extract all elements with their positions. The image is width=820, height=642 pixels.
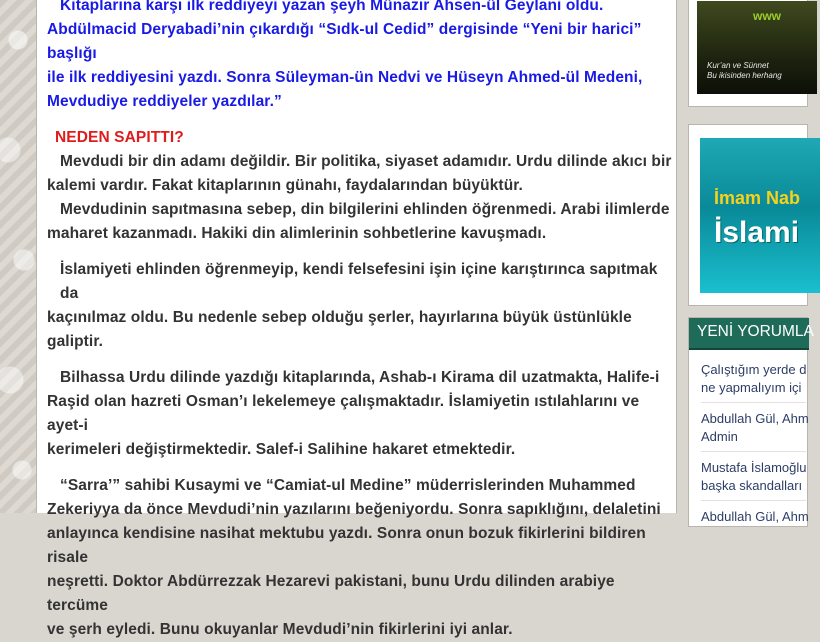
comment-divider — [701, 500, 806, 501]
banner-logo: www — [753, 9, 782, 23]
paragraph-2-line-2: maharet kazanmadı. Hakiki din alimlerinin sohbetlerine kavuşmadı. — [47, 225, 547, 242]
paragraph-5-line-1: “Sarra’” sahibi Kusaymi ve “Camiat-ul Medine” müderrislerinden Muhammed — [60, 477, 636, 494]
paragraph-3-line-1: İslamiyeti ehlinden öğrenmeyip, kendi felsefesini işin içine karıştırınca sapıtmak da — [60, 261, 658, 302]
comment-text: Mustafa İslamoğlu — [701, 460, 807, 475]
paragraph-2-line-1: Mevdudinin sapıtmasına sebep, din bilgilerini ehlinden öğrenmedi. Arabi ilimlerde — [60, 201, 670, 218]
banner-title: İmam Nab — [714, 188, 801, 208]
comment-link[interactable] — [701, 459, 811, 495]
paragraph-5-line-5: ve şerh eyledi. Bunu okuyanlar Mevdudi’nin fikirlerini iyi anlar. — [47, 621, 513, 638]
comment-link[interactable] — [701, 361, 811, 397]
section-heading: NEDEN SAPITTI? — [55, 129, 184, 146]
paragraph-4-line-3: kerimeleri değiştirmektedir. Salef-i Salihine hakaret etmektedir. — [47, 441, 516, 458]
sidebar — [688, 0, 814, 524]
paragraph-1-line-2: kalemi vardır. Fakat kitaplarının günahı, faydalarından büyüktür. — [47, 177, 523, 194]
quran-sunnah-banner[interactable] — [697, 1, 817, 94]
comment-divider — [701, 451, 806, 452]
article-body — [47, 0, 672, 642]
comment-text: Çalıştığım yerde d — [701, 362, 807, 377]
banner-caption-1: Kur’an ve Sünnet — [707, 61, 769, 70]
recent-comments-title: YENİ YORUMLA — [697, 323, 814, 340]
banner-subtitle: İslami — [714, 216, 800, 249]
quote-line-2: Abdülmacid Deryabadi’nin çıkardığı “Sıdk-ul Cedid” dergisinde “Yeni bir harici” başlığı — [47, 21, 642, 62]
paragraph-5-line-4: neşretti. Doktor Abdürrezzak Hezarevi pakistani, bunu Urdu dilinden arabiye tercüme — [47, 573, 615, 614]
comment-text: Abdullah Gül, Ahm — [701, 509, 809, 524]
paragraph-4-line-2: Raşid olan hazreti Osman’ı lekelemeye çalışmaktadır. İslamiyetin ıstılahlarını ve ayet-i — [47, 393, 640, 434]
quote-line-1: Kitaplarına karşı ilk reddiyeyi yazan şeyh Münazır Ahsen-ül Geylani oldu. — [60, 0, 604, 14]
paragraph-3-line-2: kaçınılmaz oldu. Bu nedenle sebep olduğu şerler, hayırlarına büyük üstünlükle galiptir. — [47, 309, 632, 350]
comment-link[interactable] — [701, 508, 811, 526]
recent-comments-header — [689, 318, 814, 350]
paragraph-4-line-1: Bilhassa Urdu dilinde yazdığı kitaplarında, Ashab-ı Kirama dil uzatmakta, Halife-i — [60, 369, 660, 386]
comment-divider — [701, 402, 806, 403]
quote-line-3: ile ilk reddiyesini yazdı. Sonra Süleyman-ün Nedvi ve Hüseyn Ahmed-ül Medeni, — [47, 69, 643, 86]
paragraph-5-line-2: Zekeriyya da önce Mevdudi’nin yazılarını beğeniyordu. Sonra sapıklığını, delaletini — [47, 501, 661, 518]
sidebar-banner-box-2 — [688, 124, 808, 306]
comment-text: Abdullah Gül, Ahm — [701, 411, 809, 426]
comment-text: ne yapmalıyım içi — [701, 380, 802, 395]
comment-text: başka skandalları — [701, 478, 803, 493]
comment-text: Admin — [701, 429, 738, 444]
imam-nabi-banner[interactable] — [700, 138, 820, 293]
sidebar-banner-box-1 — [688, 0, 808, 107]
article-panel — [36, 0, 677, 638]
paragraph-5-line-3: anlayınca kendisine nasihat mektubu yazdı. Sonra onun bozuk fikirlerini bildiren risale — [47, 525, 646, 566]
comment-link[interactable] — [701, 410, 811, 446]
banner-caption-2: Bu ikisinden herhang — [707, 71, 782, 80]
quote-line-4: Mevdudiye reddiyeler yazdılar.” — [47, 93, 282, 110]
paragraph-1-line-1: Mevdudi bir din adamı değildir. Bir politika, siyaset adamıdır. Urdu dilinde akıcı bir — [60, 153, 672, 170]
ornamental-background — [0, 0, 36, 513]
recent-comments-box — [688, 317, 814, 527]
